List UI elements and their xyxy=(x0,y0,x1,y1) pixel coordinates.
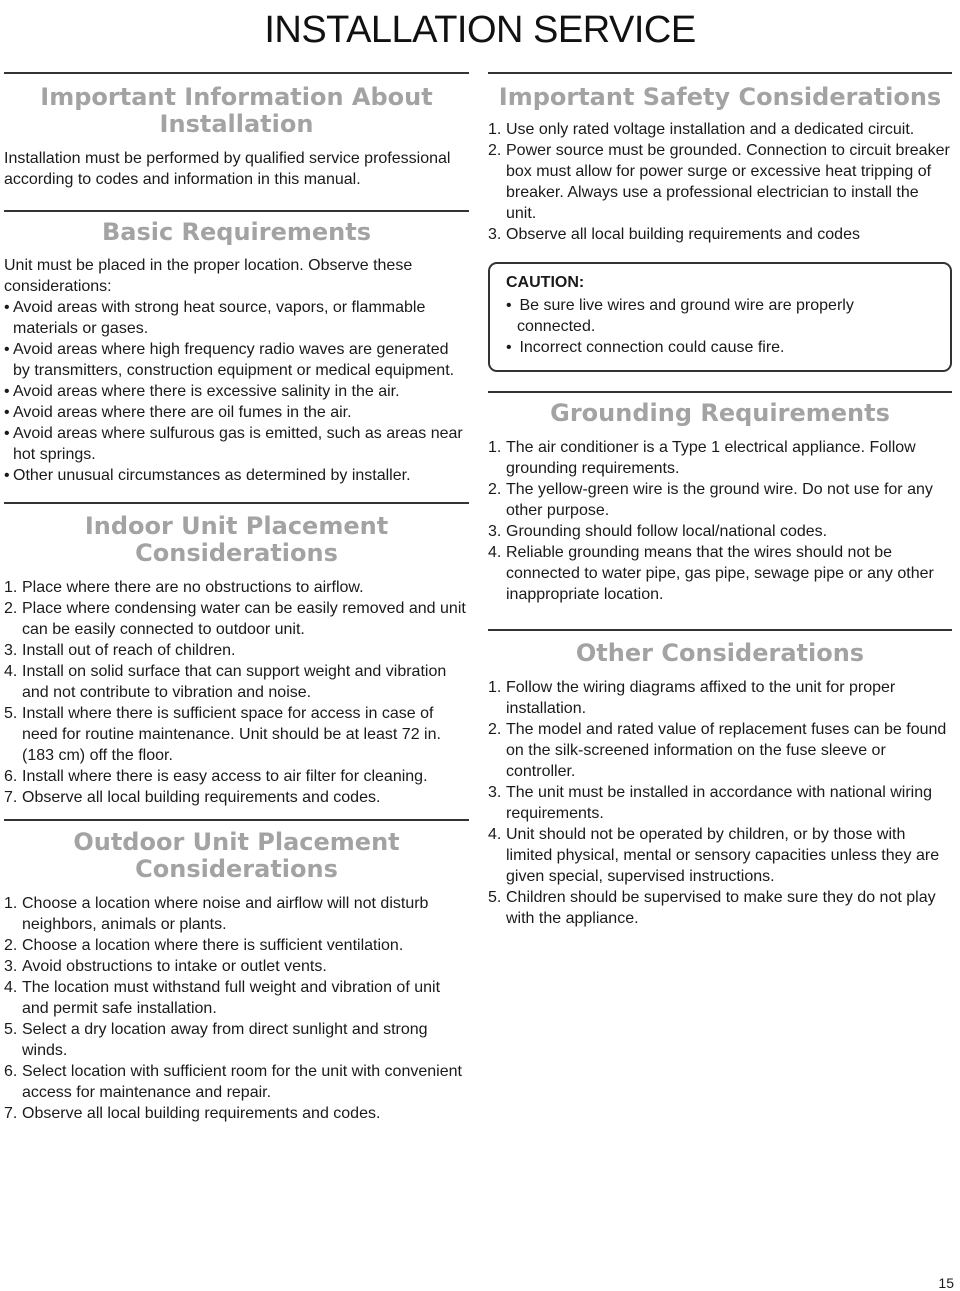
list-item: 1. The air conditioner is a Type 1 electrical appliance. Follow grounding requirements. xyxy=(488,439,916,477)
other-considerations-list xyxy=(488,677,952,929)
list-item: • Avoid areas where sulfurous gas is emitted, such as areas near hot springs. xyxy=(4,425,463,463)
list-item: 2. Place where condensing water can be easily removed and unit can be easily connected to outdoor unit. xyxy=(4,600,466,638)
list-item: 2. The yellow-green wire is the ground wire. Do not use for any other purpose. xyxy=(488,481,933,519)
outdoor-placement-heading-line1: Outdoor Unit Placement xyxy=(73,828,400,856)
other-considerations-heading: Other Considerations xyxy=(575,639,865,667)
basic-requirements-intro: Unit must be placed in the proper location. Observe these considerations: xyxy=(4,257,413,295)
list-item: 4. Unit should not be operated by children, or by those with limited physical, mental or sensory capacities unless they are given special, supervised instructions. xyxy=(488,826,940,885)
list-item: 7. Observe all local building requirements and codes. xyxy=(4,789,381,806)
basic-requirements-list xyxy=(4,297,469,486)
list-item: 1. Follow the wiring diagrams affixed to the unit for proper installation. xyxy=(488,679,896,717)
important-info-heading-line2: Installation xyxy=(159,110,314,138)
caution-box xyxy=(488,262,952,372)
list-item: 4. The location must withstand full weight and vibration of unit and permit safe installation. xyxy=(4,979,441,1017)
right-column xyxy=(488,72,952,929)
important-info-text: Installation must be performed by qualified service professional according to codes and information in this manual. xyxy=(4,150,451,188)
list-item: 4. Install on solid surface that can support weight and vibration and not contribute to vibration and noise. xyxy=(4,663,447,701)
list-item: • Avoid areas with strong heat source, vapors, or flammable materials or gases. xyxy=(4,299,426,337)
list-item: 7. Observe all local building requirements and codes. xyxy=(4,1105,381,1122)
list-item: • Avoid areas where high frequency radio waves are generated by transmitters, construction equipment or medical equipment. xyxy=(4,341,455,379)
list-item: 6. Select location with sufficient room for the unit with convenient access for maintenance and repair. xyxy=(4,1063,462,1101)
list-item: 3. Install out of reach of children. xyxy=(4,642,236,659)
list-item: 4. Reliable grounding means that the wires should not be connected to water pipe, gas pipe, sewage pipe or any other inappropriate location. xyxy=(488,544,934,603)
list-item: 2. Choose a location where there is sufficient ventilation. xyxy=(4,937,404,954)
list-item: 6. Install where there is easy access to air filter for cleaning. xyxy=(4,768,428,785)
list-item: 3. Grounding should follow local/national codes. xyxy=(488,523,828,540)
list-item: 5. Select a dry location away from direct sunlight and strong winds. xyxy=(4,1021,428,1059)
list-item: • Be sure live wires and ground wire are properly connected. xyxy=(506,297,854,335)
list-item: 5. Install where there is sufficient space for access in case of need for routine maintenance. Unit should be at least 72 in. (183 cm) off the floor. xyxy=(4,705,441,764)
left-column xyxy=(4,72,469,1124)
section-divider xyxy=(4,72,469,74)
list-item: 2. Power source must be grounded. Connection to circuit breaker box must allow for power surge or excessive heat tripping of breaker. Always use a professional electrician to install the unit. xyxy=(488,142,950,222)
basic-requirements-heading: Basic Requirements xyxy=(101,218,372,246)
page-title: INSTALLATION SERVICE xyxy=(264,9,696,51)
important-info-heading-line1: Important Information About xyxy=(40,83,433,111)
indoor-placement-heading: Indoor Unit Placement Considerations xyxy=(84,512,389,567)
list-item: 3. The unit must be installed in accordance with national wiring requirements. xyxy=(488,784,933,822)
caution-list xyxy=(506,295,934,358)
list-item: 3. Observe all local building requirements and codes xyxy=(488,226,860,243)
list-item: • Avoid areas where there are oil fumes in the air. xyxy=(4,404,352,421)
section-divider xyxy=(488,629,952,631)
list-item: 3. Avoid obstructions to intake or outlet vents. xyxy=(4,958,327,975)
list-item: 1. Use only rated voltage installation and a dedicated circuit. xyxy=(488,121,915,138)
caution-title: CAUTION: xyxy=(506,274,585,291)
indoor-placement-list xyxy=(4,577,469,808)
section-divider xyxy=(4,819,469,821)
list-item: 1. Place where there are no obstructions to airflow. xyxy=(4,579,364,596)
outdoor-placement-list xyxy=(4,893,469,1124)
list-item: • Other unusual circumstances as determined by installer. xyxy=(4,467,411,484)
list-item: 5. Children should be supervised to make sure they do not play with the appliance. xyxy=(488,889,936,927)
page-number: 15 xyxy=(938,1275,954,1291)
safety-list xyxy=(488,119,952,245)
section-divider xyxy=(488,391,952,393)
list-item: 2. The model and rated value of replacement fuses can be found on the silk-screened information on the fuse sleeve or controller. xyxy=(488,721,947,780)
list-item: • Avoid areas where there is excessive salinity in the air. xyxy=(4,383,400,400)
list-item: 1. Choose a location where noise and airflow will not disturb neighbors, animals or plants. xyxy=(4,895,429,933)
outdoor-placement-heading xyxy=(4,829,469,883)
grounding-heading: Grounding Requirements xyxy=(550,399,890,427)
important-info-heading xyxy=(4,84,469,138)
list-item: • Incorrect connection could cause fire. xyxy=(506,339,785,356)
grounding-list xyxy=(488,437,952,605)
section-divider xyxy=(4,502,469,504)
section-divider xyxy=(4,210,469,212)
section-divider xyxy=(488,72,952,74)
outdoor-placement-heading-line2: Considerations xyxy=(135,855,338,883)
safety-heading: Important Safety Considerations xyxy=(498,83,942,111)
